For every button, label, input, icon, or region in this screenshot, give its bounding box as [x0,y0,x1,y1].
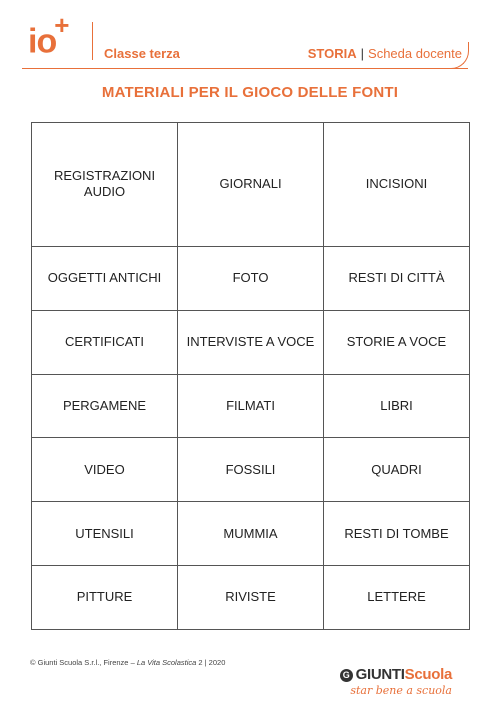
sheet-type: Scheda docente [368,46,462,61]
grid-cell: STORIE A VOCE [324,310,470,374]
sources-grid [31,122,470,630]
grid-cell: MUMMIA [178,502,324,566]
grid-cell: FOTO [178,246,324,310]
grid-row [32,123,470,247]
grid-cell: GIORNALI [178,123,324,247]
grid-cell: REGISTRAZIONI AUDIO [32,123,178,247]
grid-row [32,502,470,566]
grid-cell: RIVISTE [178,566,324,630]
grid-cell: VIDEO [32,438,178,502]
grid-cell: UTENSILI [32,502,178,566]
giunti-g-icon: G [340,669,353,682]
subject-separator: | [360,46,365,61]
io-plus-logo: io+ [28,10,69,61]
brand-name: G GIUNTIScuola [340,666,452,683]
page-title: MATERIALI PER IL GIOCO DELLE FONTI [101,84,399,101]
header-rule-curve [420,42,469,69]
header-divider [92,22,93,60]
grid-cell: FOSSILI [178,438,324,502]
grid-cell: RESTI DI TOMBE [324,502,470,566]
grid-cell: OGGETTI ANTICHI [32,246,178,310]
subject-name: STORIA [307,46,357,61]
grid-cell: INTERVISTE A VOCE [178,310,324,374]
publication-title: La Vita Scolastica [136,658,197,667]
giunti-scuola-logo [340,666,452,697]
grid-row [32,374,470,438]
grid-cell: LETTERE [324,566,470,630]
grid-row [32,438,470,502]
grid-row [32,246,470,310]
grid-cell: PITTURE [32,566,178,630]
grid-row [32,566,470,630]
grid-row [32,310,470,374]
grid-cell: PERGAMENE [32,374,178,438]
grid-cell: RESTI DI CITTÀ [324,246,470,310]
header-rule [22,68,468,69]
grid-cell: CERTIFICATI [32,310,178,374]
class-label: Classe terza [104,46,180,61]
page-header [0,0,500,72]
copyright-notice: © Giunti Scuola S.r.l., Firenze – La Vita Scolastica 2 | 2020 [30,658,226,667]
grid-cell: INCISIONI [324,123,470,247]
grid-cell: QUADRI [324,438,470,502]
brand-tagline: star bene a scuola [350,684,452,697]
grid-cell: FILMATI [178,374,324,438]
grid-cell: LIBRI [324,374,470,438]
